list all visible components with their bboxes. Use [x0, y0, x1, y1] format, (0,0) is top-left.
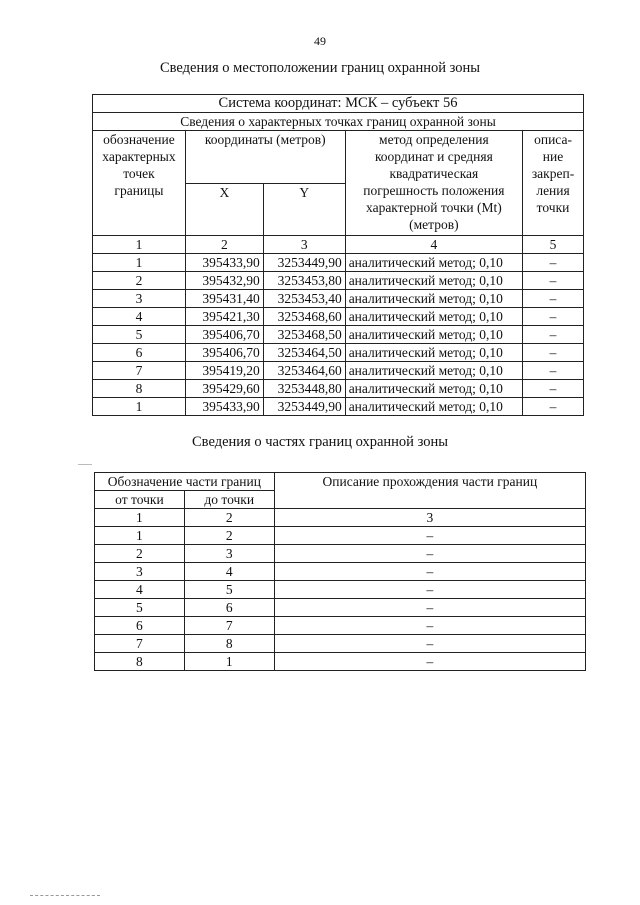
- header-line: обозначение: [103, 132, 175, 147]
- table-row: [93, 344, 584, 362]
- x-coordinate: 395421,30: [185, 308, 263, 326]
- column-number: 1: [93, 236, 186, 254]
- table-row: [95, 527, 586, 545]
- to-point: 3: [184, 545, 274, 563]
- column-number: 2: [184, 509, 274, 527]
- header-coordinates: координаты (метров): [185, 131, 345, 184]
- x-coordinate: 395419,20: [185, 362, 263, 380]
- method-value: аналитический метод; 0,10: [345, 326, 522, 344]
- y-coordinate: 3253448,80: [263, 380, 345, 398]
- table-row: [93, 290, 584, 308]
- column-number: 5: [523, 236, 584, 254]
- method-value: аналитический метод; 0,10: [345, 362, 522, 380]
- point-id: 5: [93, 326, 186, 344]
- method-value: аналитический метод; 0,10: [345, 290, 522, 308]
- from-point: 2: [95, 545, 185, 563]
- point-description: –: [523, 398, 584, 416]
- point-description: –: [523, 254, 584, 272]
- header-line: ления: [536, 183, 570, 198]
- point-id: 4: [93, 308, 186, 326]
- from-point: 6: [95, 617, 185, 635]
- header-line: погрешность положения: [363, 183, 505, 198]
- header-line: (метров): [409, 217, 459, 232]
- table-row: [93, 362, 584, 380]
- y-coordinate: 3253453,80: [263, 272, 345, 290]
- part-description: –: [274, 527, 585, 545]
- x-coordinate: 395406,70: [185, 326, 263, 344]
- to-point: 7: [184, 617, 274, 635]
- point-id: 2: [93, 272, 186, 290]
- point-id: 1: [93, 398, 186, 416]
- x-coordinate: 395406,70: [185, 344, 263, 362]
- header-row: [93, 131, 584, 184]
- table-row: [95, 581, 586, 599]
- from-point: 3: [95, 563, 185, 581]
- y-coordinate: 3253464,50: [263, 344, 345, 362]
- header-method: [345, 131, 522, 236]
- header-part-description: Описание прохождения части границ: [274, 473, 585, 509]
- table-row: [93, 254, 584, 272]
- part-description: –: [274, 563, 585, 581]
- header-line: ние: [542, 149, 564, 164]
- table-row: [93, 398, 584, 416]
- header-from-point: от точки: [95, 491, 185, 509]
- header-to-point: до точки: [184, 491, 274, 509]
- y-coordinate: 3253468,60: [263, 308, 345, 326]
- method-value: аналитический метод; 0,10: [345, 272, 522, 290]
- header-line: метод определения: [379, 132, 489, 147]
- table-row: [95, 653, 586, 671]
- y-coordinate: 3253468,50: [263, 326, 345, 344]
- to-point: 6: [184, 599, 274, 617]
- header-line: координат и средняя: [374, 149, 493, 164]
- from-point: 8: [95, 653, 185, 671]
- y-coordinate: 3253449,90: [263, 254, 345, 272]
- from-point: 4: [95, 581, 185, 599]
- header-point-description: [523, 131, 584, 236]
- table-subtitle: Сведения о характерных точках границ охранной зоны: [93, 113, 584, 131]
- header-row: [95, 473, 586, 491]
- y-coordinate: 3253464,60: [263, 362, 345, 380]
- system-row: [93, 95, 584, 113]
- section-title-parts: Сведения о частях границ охранной зоны: [192, 434, 448, 450]
- method-value: аналитический метод; 0,10: [345, 254, 522, 272]
- header-line: характерных: [102, 149, 176, 164]
- header-y: Y: [263, 183, 345, 236]
- point-description: –: [523, 272, 584, 290]
- header-line: границы: [114, 183, 164, 198]
- part-description: –: [274, 635, 585, 653]
- table-row: [93, 326, 584, 344]
- footer-mark: [30, 895, 100, 897]
- point-id: 1: [93, 254, 186, 272]
- table-row: [93, 380, 584, 398]
- header-line: описа-: [534, 132, 572, 147]
- point-id: 8: [93, 380, 186, 398]
- part-description: –: [274, 617, 585, 635]
- point-description: –: [523, 308, 584, 326]
- x-coordinate: 395433,90: [185, 398, 263, 416]
- point-id: 7: [93, 362, 186, 380]
- x-coordinate: 395431,40: [185, 290, 263, 308]
- column-number: 1: [95, 509, 185, 527]
- part-description: –: [274, 599, 585, 617]
- points-table: [92, 94, 584, 416]
- column-number: 2: [185, 236, 263, 254]
- point-description: –: [523, 326, 584, 344]
- to-point: 4: [184, 563, 274, 581]
- table-row: [93, 272, 584, 290]
- table-row: [93, 308, 584, 326]
- section-title-boundaries: Сведения о местоположении границ охранной зоны: [159, 60, 480, 76]
- x-coordinate: 395432,90: [185, 272, 263, 290]
- part-description: –: [274, 545, 585, 563]
- subtitle-row: [93, 113, 584, 131]
- point-id: 6: [93, 344, 186, 362]
- parts-table: [94, 472, 586, 671]
- method-value: аналитический метод; 0,10: [345, 380, 522, 398]
- column-number: 3: [274, 509, 585, 527]
- table-row: [95, 617, 586, 635]
- header-line: закреп-: [531, 166, 575, 181]
- header-line: квадратическая: [389, 166, 479, 181]
- header-line: характерной точки (Mt): [366, 200, 502, 215]
- to-point: 8: [184, 635, 274, 653]
- to-point: 2: [184, 527, 274, 545]
- from-point: 5: [95, 599, 185, 617]
- table-row: [95, 545, 586, 563]
- point-id: 3: [93, 290, 186, 308]
- column-number: 4: [345, 236, 522, 254]
- method-value: аналитический метод; 0,10: [345, 398, 522, 416]
- header-point-designation: [93, 131, 186, 236]
- header-part-designation: Обозначение части границ: [95, 473, 275, 491]
- column-number: 3: [263, 236, 345, 254]
- method-value: аналитический метод; 0,10: [345, 344, 522, 362]
- header-line: точки: [536, 200, 570, 215]
- y-coordinate: 3253449,90: [263, 398, 345, 416]
- point-description: –: [523, 362, 584, 380]
- point-description: –: [523, 380, 584, 398]
- y-coordinate: 3253453,40: [263, 290, 345, 308]
- to-point: 5: [184, 581, 274, 599]
- margin-rule: [78, 464, 92, 465]
- from-point: 1: [95, 527, 185, 545]
- header-x: X: [185, 183, 263, 236]
- coordinate-system: Система координат: МСК – субъект 56: [93, 95, 584, 113]
- page-number: 49: [314, 34, 326, 48]
- header-line: точек: [123, 166, 155, 181]
- x-coordinate: 395429,60: [185, 380, 263, 398]
- part-description: –: [274, 653, 585, 671]
- x-coordinate: 395433,90: [185, 254, 263, 272]
- table-row: [95, 599, 586, 617]
- point-description: –: [523, 344, 584, 362]
- from-point: 7: [95, 635, 185, 653]
- table-row: [95, 635, 586, 653]
- point-description: –: [523, 290, 584, 308]
- column-number-row: [93, 236, 584, 254]
- table-row: [95, 563, 586, 581]
- part-description: –: [274, 581, 585, 599]
- method-value: аналитический метод; 0,10: [345, 308, 522, 326]
- column-number-row: [95, 509, 586, 527]
- to-point: 1: [184, 653, 274, 671]
